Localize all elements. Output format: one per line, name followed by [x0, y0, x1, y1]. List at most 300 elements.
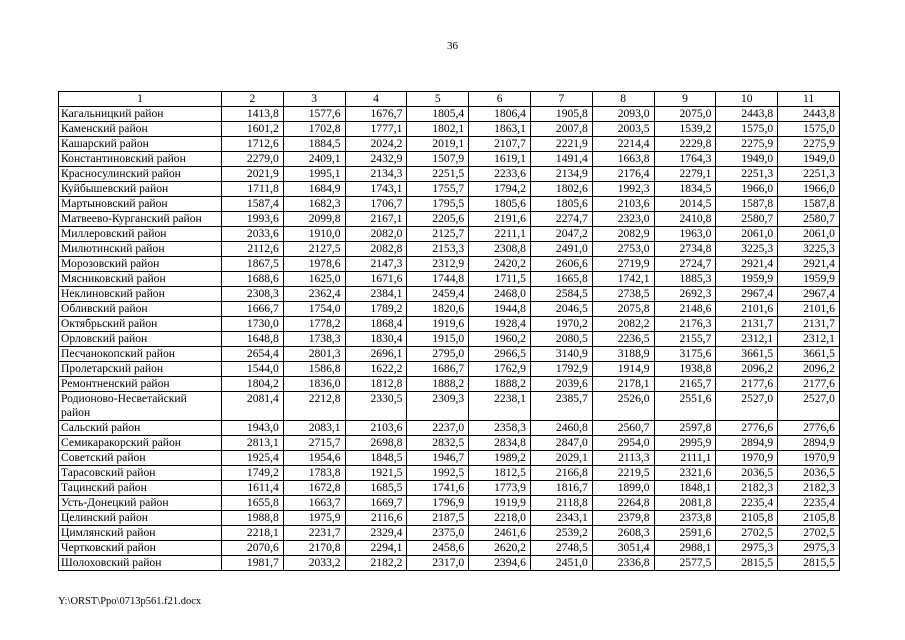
footer-file-path: Y:\ORST\Ppo\0713p561.f21.docx: [58, 596, 202, 607]
value-cell: 2336,8: [592, 556, 654, 571]
district-name-cell: Октябрьский район: [59, 317, 222, 332]
table-row: [59, 272, 840, 287]
value-cell: 1712,6: [222, 137, 284, 152]
value-cell: 1625,0: [283, 272, 345, 287]
value-cell: 3661,5: [716, 347, 778, 362]
district-name-cell: Орловский район: [59, 332, 222, 347]
value-cell: 2036,5: [716, 466, 778, 481]
value-cell: 1943,0: [222, 421, 284, 436]
value-cell: 1711,5: [469, 272, 531, 287]
table-row: [59, 197, 840, 212]
value-cell: 1805,6: [530, 197, 592, 212]
table-row: [59, 182, 840, 197]
value-cell: 2177,6: [716, 377, 778, 392]
value-cell: 1938,8: [654, 362, 716, 377]
value-cell: 1981,7: [222, 556, 284, 571]
district-name-cell: Константиновский район: [59, 152, 222, 167]
value-cell: 1992,5: [407, 466, 469, 481]
value-cell: 1682,3: [283, 197, 345, 212]
value-cell: 2070,6: [222, 541, 284, 556]
column-header: 4: [345, 92, 407, 107]
value-cell: 1619,1: [469, 152, 531, 167]
district-name-cell: Тарасовский район: [59, 466, 222, 481]
table-row: [59, 526, 840, 541]
value-cell: 1730,0: [222, 317, 284, 332]
value-cell: 1928,4: [469, 317, 531, 332]
district-name-cell: Родионово-Несветайский район: [59, 392, 222, 421]
table-body: [59, 107, 840, 571]
value-cell: 1910,0: [283, 227, 345, 242]
value-cell: 1970,2: [530, 317, 592, 332]
value-cell: 2231,7: [283, 526, 345, 541]
value-cell: 1995,1: [283, 167, 345, 182]
value-cell: 2358,3: [469, 421, 531, 436]
value-cell: 2420,2: [469, 257, 531, 272]
value-cell: 3661,5: [778, 347, 840, 362]
value-cell: 2330,5: [345, 392, 407, 421]
column-header: 8: [592, 92, 654, 107]
value-cell: 2966,5: [469, 347, 531, 362]
value-cell: 2620,2: [469, 541, 531, 556]
value-cell: 1830,4: [345, 332, 407, 347]
value-cell: 1925,4: [222, 451, 284, 466]
table-row: [59, 302, 840, 317]
district-name-cell: Матвеево-Курганский район: [59, 212, 222, 227]
value-cell: 1978,6: [283, 257, 345, 272]
value-cell: 2294,1: [345, 541, 407, 556]
value-cell: 1959,9: [716, 272, 778, 287]
value-cell: 2101,6: [716, 302, 778, 317]
value-cell: 2847,0: [530, 436, 592, 451]
value-cell: 2702,5: [778, 526, 840, 541]
value-cell: 1686,7: [407, 362, 469, 377]
value-cell: 1914,9: [592, 362, 654, 377]
table-row: [59, 347, 840, 362]
header-row: [59, 92, 840, 107]
value-cell: 2111,1: [654, 451, 716, 466]
value-cell: 2832,5: [407, 436, 469, 451]
value-cell: 1816,7: [530, 481, 592, 496]
value-cell: 1587,8: [778, 197, 840, 212]
value-cell: 3175,6: [654, 347, 716, 362]
value-cell: 2176,4: [592, 167, 654, 182]
district-name-cell: Морозовский район: [59, 257, 222, 272]
value-cell: 2112,6: [222, 242, 284, 257]
value-cell: 2082,0: [345, 227, 407, 242]
value-cell: 2116,6: [345, 511, 407, 526]
value-cell: 2082,2: [592, 317, 654, 332]
value-cell: 2205,6: [407, 212, 469, 227]
district-name-cell: Пролетарский район: [59, 362, 222, 377]
value-cell: 1611,4: [222, 481, 284, 496]
value-cell: 2776,6: [778, 421, 840, 436]
value-cell: 2131,7: [716, 317, 778, 332]
value-cell: 2153,3: [407, 242, 469, 257]
district-name-cell: Советский район: [59, 451, 222, 466]
table-row: [59, 421, 840, 436]
value-cell: 2080,5: [530, 332, 592, 347]
value-cell: 2033,6: [222, 227, 284, 242]
value-cell: 1587,8: [716, 197, 778, 212]
value-cell: 1836,0: [283, 377, 345, 392]
value-cell: 2166,8: [530, 466, 592, 481]
value-cell: 2275,9: [778, 137, 840, 152]
value-cell: 1806,4: [469, 107, 531, 122]
value-cell: 2096,2: [778, 362, 840, 377]
value-cell: 2170,8: [283, 541, 345, 556]
data-table: [58, 91, 840, 571]
value-cell: 1975,9: [283, 511, 345, 526]
value-cell: 2551,6: [654, 392, 716, 421]
value-cell: 3051,4: [592, 541, 654, 556]
value-cell: 2003,5: [592, 122, 654, 137]
district-name-cell: Песчанокопский район: [59, 347, 222, 362]
value-cell: 1672,8: [283, 481, 345, 496]
value-cell: 3225,3: [778, 242, 840, 257]
value-cell: 2988,1: [654, 541, 716, 556]
district-name-cell: Цимлянский район: [59, 526, 222, 541]
value-cell: 2379,8: [592, 511, 654, 526]
table-row: [59, 317, 840, 332]
table-row: [59, 392, 840, 421]
value-cell: 2584,5: [530, 287, 592, 302]
value-cell: 2343,1: [530, 511, 592, 526]
value-cell: 2182,3: [716, 481, 778, 496]
value-cell: 1966,0: [716, 182, 778, 197]
value-cell: 2176,3: [654, 317, 716, 332]
value-cell: 2024,2: [345, 137, 407, 152]
district-name-cell: Каменский район: [59, 122, 222, 137]
value-cell: 1666,7: [222, 302, 284, 317]
value-cell: 2715,7: [283, 436, 345, 451]
value-cell: 1789,2: [345, 302, 407, 317]
value-cell: 2606,6: [530, 257, 592, 272]
value-cell: 1622,2: [345, 362, 407, 377]
value-cell: 1586,8: [283, 362, 345, 377]
value-cell: 2182,2: [345, 556, 407, 571]
value-cell: 1676,7: [345, 107, 407, 122]
value-cell: 1905,8: [530, 107, 592, 122]
table-row: [59, 556, 840, 571]
value-cell: 1742,1: [592, 272, 654, 287]
value-cell: 2967,4: [716, 287, 778, 302]
value-cell: 1778,2: [283, 317, 345, 332]
value-cell: 2096,2: [716, 362, 778, 377]
value-cell: 2967,4: [778, 287, 840, 302]
value-cell: 2211,1: [469, 227, 531, 242]
table-row: [59, 436, 840, 451]
value-cell: 2251,5: [407, 167, 469, 182]
value-cell: 1743,1: [345, 182, 407, 197]
value-cell: 1663,7: [283, 496, 345, 511]
value-cell: 2384,1: [345, 287, 407, 302]
district-name-cell: Милютинский район: [59, 242, 222, 257]
value-cell: 1655,8: [222, 496, 284, 511]
value-cell: 2033,2: [283, 556, 345, 571]
column-header: 9: [654, 92, 716, 107]
value-cell: 1888,2: [407, 377, 469, 392]
value-cell: 2815,5: [716, 556, 778, 571]
value-cell: 1802,1: [407, 122, 469, 137]
value-cell: 1577,6: [283, 107, 345, 122]
table-row: [59, 257, 840, 272]
value-cell: 2459,4: [407, 287, 469, 302]
value-cell: 2696,1: [345, 347, 407, 362]
value-cell: 1946,7: [407, 451, 469, 466]
value-cell: 1885,3: [654, 272, 716, 287]
value-cell: 1706,7: [345, 197, 407, 212]
value-cell: 2308,8: [469, 242, 531, 257]
value-cell: 2101,6: [778, 302, 840, 317]
column-header: 2: [222, 92, 284, 107]
value-cell: 2105,8: [778, 511, 840, 526]
value-cell: 2394,6: [469, 556, 531, 571]
value-cell: 2491,0: [530, 242, 592, 257]
value-cell: 2373,8: [654, 511, 716, 526]
value-cell: 1812,8: [345, 377, 407, 392]
table-row: [59, 167, 840, 182]
value-cell: 1755,7: [407, 182, 469, 197]
value-cell: 2229,8: [654, 137, 716, 152]
value-cell: 1671,6: [345, 272, 407, 287]
value-cell: 1575,0: [716, 122, 778, 137]
district-name-cell: Тацинский район: [59, 481, 222, 496]
value-cell: 2409,1: [283, 152, 345, 167]
value-cell: 3188,9: [592, 347, 654, 362]
value-cell: 1544,0: [222, 362, 284, 377]
value-cell: 2107,7: [469, 137, 531, 152]
value-cell: 1954,6: [283, 451, 345, 466]
value-cell: 1575,0: [778, 122, 840, 137]
value-cell: 2147,3: [345, 257, 407, 272]
table-row: [59, 227, 840, 242]
value-cell: 1812,5: [469, 466, 531, 481]
value-cell: 1491,4: [530, 152, 592, 167]
value-cell: 2099,8: [283, 212, 345, 227]
value-cell: 2029,1: [530, 451, 592, 466]
value-cell: 1762,9: [469, 362, 531, 377]
value-cell: 2995,9: [654, 436, 716, 451]
value-cell: 2460,8: [530, 421, 592, 436]
value-cell: 2221,9: [530, 137, 592, 152]
value-cell: 2577,5: [654, 556, 716, 571]
value-cell: 2591,6: [654, 526, 716, 541]
value-cell: 2218,0: [469, 511, 531, 526]
table-row: [59, 332, 840, 347]
value-cell: 1685,5: [345, 481, 407, 496]
value-cell: 2127,5: [283, 242, 345, 257]
value-cell: 1992,3: [592, 182, 654, 197]
district-name-cell: Чертковский район: [59, 541, 222, 556]
value-cell: 1868,4: [345, 317, 407, 332]
value-cell: 2813,1: [222, 436, 284, 451]
district-name-cell: Сальский район: [59, 421, 222, 436]
value-cell: 2560,7: [592, 421, 654, 436]
value-cell: 1989,2: [469, 451, 531, 466]
table-row: [59, 496, 840, 511]
value-cell: 1738,3: [283, 332, 345, 347]
value-cell: 2036,5: [778, 466, 840, 481]
value-cell: 2801,3: [283, 347, 345, 362]
value-cell: 2834,8: [469, 436, 531, 451]
district-name-cell: Шолоховский район: [59, 556, 222, 571]
value-cell: 2451,0: [530, 556, 592, 571]
district-name-cell: Миллеровский район: [59, 227, 222, 242]
value-cell: 2182,3: [778, 481, 840, 496]
value-cell: 1848,1: [654, 481, 716, 496]
value-cell: 2118,8: [530, 496, 592, 511]
value-cell: 2075,8: [592, 302, 654, 317]
district-name-cell: Усть-Донецкий район: [59, 496, 222, 511]
column-header: 5: [407, 92, 469, 107]
district-name-cell: Кагальницкий район: [59, 107, 222, 122]
value-cell: 2443,8: [778, 107, 840, 122]
value-cell: 1804,2: [222, 377, 284, 392]
value-cell: 2312,1: [716, 332, 778, 347]
value-cell: 2103,6: [345, 421, 407, 436]
value-cell: 2279,0: [222, 152, 284, 167]
value-cell: 2155,7: [654, 332, 716, 347]
value-cell: 2539,2: [530, 526, 592, 541]
value-cell: 2165,7: [654, 377, 716, 392]
value-cell: 2734,8: [654, 242, 716, 257]
value-cell: 2975,3: [716, 541, 778, 556]
value-cell: 1754,0: [283, 302, 345, 317]
value-cell: 1960,2: [469, 332, 531, 347]
value-cell: 2321,6: [654, 466, 716, 481]
value-cell: 2093,0: [592, 107, 654, 122]
value-cell: 2082,8: [345, 242, 407, 257]
column-header: 1: [59, 92, 222, 107]
value-cell: 2385,7: [530, 392, 592, 421]
district-name-cell: Ремонтненский район: [59, 377, 222, 392]
value-cell: 1993,6: [222, 212, 284, 227]
value-cell: 2375,0: [407, 526, 469, 541]
table-row: [59, 242, 840, 257]
district-name-cell: Целинский район: [59, 511, 222, 526]
value-cell: 2975,3: [778, 541, 840, 556]
value-cell: 1794,2: [469, 182, 531, 197]
value-cell: 1777,1: [345, 122, 407, 137]
value-cell: 1601,2: [222, 122, 284, 137]
value-cell: 1867,5: [222, 257, 284, 272]
value-cell: 2233,6: [469, 167, 531, 182]
value-cell: 2580,7: [716, 212, 778, 227]
value-cell: 2134,9: [530, 167, 592, 182]
value-cell: 1688,6: [222, 272, 284, 287]
table-row: [59, 377, 840, 392]
column-header: 3: [283, 92, 345, 107]
table-row: [59, 451, 840, 466]
value-cell: 2692,3: [654, 287, 716, 302]
value-cell: 2083,1: [283, 421, 345, 436]
value-cell: 2082,9: [592, 227, 654, 242]
value-cell: 1963,0: [654, 227, 716, 242]
district-name-cell: Кашарский район: [59, 137, 222, 152]
value-cell: 1749,2: [222, 466, 284, 481]
value-cell: 2308,3: [222, 287, 284, 302]
value-cell: 2309,3: [407, 392, 469, 421]
value-cell: 2527,0: [778, 392, 840, 421]
value-cell: 2954,0: [592, 436, 654, 451]
value-cell: 2274,7: [530, 212, 592, 227]
table-row: [59, 541, 840, 556]
district-name-cell: Мартыновский район: [59, 197, 222, 212]
value-cell: 1949,0: [716, 152, 778, 167]
value-cell: 1684,9: [283, 182, 345, 197]
value-cell: 2218,1: [222, 526, 284, 541]
value-cell: 2178,1: [592, 377, 654, 392]
value-cell: 1663,8: [592, 152, 654, 167]
value-cell: 1921,5: [345, 466, 407, 481]
value-cell: 1792,9: [530, 362, 592, 377]
value-cell: 2597,8: [654, 421, 716, 436]
value-cell: 2251,3: [716, 167, 778, 182]
value-cell: 1507,9: [407, 152, 469, 167]
value-cell: 1669,7: [345, 496, 407, 511]
value-cell: 3140,9: [530, 347, 592, 362]
page-number: 36: [447, 40, 458, 52]
value-cell: 2177,6: [778, 377, 840, 392]
value-cell: 2019,1: [407, 137, 469, 152]
value-cell: 1970,9: [716, 451, 778, 466]
district-name-cell: Куйбышевский район: [59, 182, 222, 197]
table-row: [59, 362, 840, 377]
table-row: [59, 152, 840, 167]
value-cell: 1764,3: [654, 152, 716, 167]
value-cell: 2167,1: [345, 212, 407, 227]
value-cell: 2795,0: [407, 347, 469, 362]
value-cell: 2443,8: [716, 107, 778, 122]
value-cell: 1539,2: [654, 122, 716, 137]
value-cell: 1988,8: [222, 511, 284, 526]
value-cell: 2527,0: [716, 392, 778, 421]
value-cell: 2061,0: [778, 227, 840, 242]
table-row: [59, 466, 840, 481]
value-cell: 1744,8: [407, 272, 469, 287]
value-cell: 2580,7: [778, 212, 840, 227]
value-cell: 2748,5: [530, 541, 592, 556]
value-cell: 2134,3: [345, 167, 407, 182]
table-row: [59, 511, 840, 526]
value-cell: 2235,4: [778, 496, 840, 511]
value-cell: 1783,8: [283, 466, 345, 481]
value-cell: 1805,4: [407, 107, 469, 122]
value-cell: 2279,1: [654, 167, 716, 182]
value-cell: 1949,0: [778, 152, 840, 167]
value-cell: 2105,8: [716, 511, 778, 526]
value-cell: 1413,8: [222, 107, 284, 122]
value-cell: 2312,9: [407, 257, 469, 272]
value-cell: 1587,4: [222, 197, 284, 212]
value-cell: 1899,0: [592, 481, 654, 496]
value-cell: 2458,6: [407, 541, 469, 556]
value-cell: 2275,9: [716, 137, 778, 152]
value-cell: 1848,5: [345, 451, 407, 466]
district-name-cell: Неклиновский район: [59, 287, 222, 302]
table-row: [59, 137, 840, 152]
value-cell: 2075,0: [654, 107, 716, 122]
value-cell: 1959,9: [778, 272, 840, 287]
value-cell: 1805,6: [469, 197, 531, 212]
table-row: [59, 122, 840, 137]
value-cell: 2921,4: [716, 257, 778, 272]
value-cell: 2113,3: [592, 451, 654, 466]
value-cell: 1884,5: [283, 137, 345, 152]
value-cell: 1944,8: [469, 302, 531, 317]
value-cell: 2061,0: [716, 227, 778, 242]
value-cell: 2251,3: [778, 167, 840, 182]
